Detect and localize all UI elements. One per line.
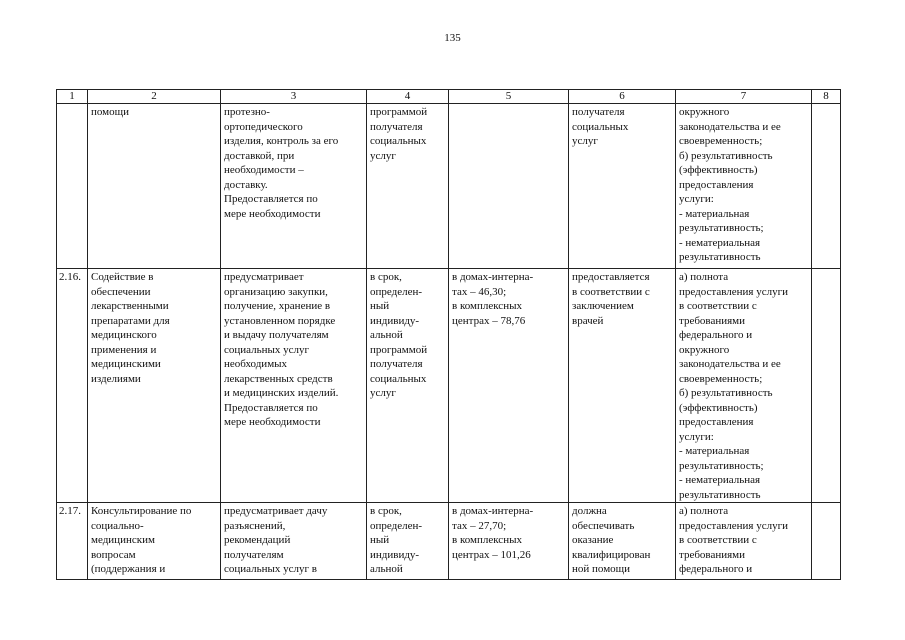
- header-row: [57, 90, 841, 104]
- header-cell-4: 4: [367, 90, 449, 104]
- service-extra: [812, 104, 841, 269]
- service-description: предусматривает организацию закупки, получение, хранение в установленном порядке и выдачу получателям социальных услуг необходимых лекарственных средств и медицинских изделий. Предоставляется по мере необходимости: [221, 269, 367, 503]
- header-cell-3: 3: [221, 90, 367, 104]
- service-name: Консультирование по социально- медицинским вопросам (поддержания и: [88, 503, 221, 580]
- service-term: в срок, определен- ный индивиду- альной программой получателя социальных услуг: [367, 269, 449, 503]
- row-number: 2.17.: [57, 503, 88, 580]
- service-extra: [812, 269, 841, 503]
- header-cell-8: 8: [812, 90, 841, 104]
- service-indicators: окружного законодательства и ее своевременность; б) результативность (эффективность) предоставления услуги: - материальная результативность; - нематериальная результативность: [676, 104, 812, 269]
- table-row: [57, 269, 841, 503]
- header-cell-2: 2: [88, 90, 221, 104]
- service-name: помощи: [88, 104, 221, 269]
- table-row: [57, 503, 841, 580]
- service-description: протезно- ортопедического изделия, контроль за его доставкой, при необходимости – доставку. Предоставляется по мере необходимости: [221, 104, 367, 269]
- service-tariff: [449, 104, 569, 269]
- service-name: Содействие в обеспечении лекарственными препаратами для медицинского применения и медицинскими изделиями: [88, 269, 221, 503]
- service-term: программой получателя социальных услуг: [367, 104, 449, 269]
- service-conditions: получателя социальных услуг: [569, 104, 676, 269]
- row-number: [57, 104, 88, 269]
- row-number: 2.16.: [57, 269, 88, 503]
- services-table: [56, 89, 841, 580]
- table-row: [57, 104, 841, 269]
- service-extra: [812, 503, 841, 580]
- service-term: в срок, определен- ный индивиду- альной: [367, 503, 449, 580]
- service-tariff: в домах-интерна- тах – 27,70; в комплексных центрах – 101,26: [449, 503, 569, 580]
- service-indicators: а) полнота предоставления услуги в соответствии с требованиями федерального и: [676, 503, 812, 580]
- page-number: 135: [444, 32, 461, 44]
- header-cell-6: 6: [569, 90, 676, 104]
- service-tariff: в домах-интерна- тах – 46,30; в комплексных центрах – 78,76: [449, 269, 569, 503]
- header-cell-5: 5: [449, 90, 569, 104]
- header-cell-7: 7: [676, 90, 812, 104]
- service-indicators: а) полнота предоставления услуги в соответствии с требованиями федерального и окружного законодательства и ее своевременность; б) результативность (эффективность) предоставления услуги: - материальная результативность; - нематериальная результативность: [676, 269, 812, 503]
- service-description: предусматривает дачу разъяснений, рекомендаций получателям социальных услуг в: [221, 503, 367, 580]
- service-conditions: должна обеспечивать оказание квалифицирован ной помощи: [569, 503, 676, 580]
- header-cell-1: 1: [57, 90, 88, 104]
- service-conditions: предоставляется в соответствии с заключением врачей: [569, 269, 676, 503]
